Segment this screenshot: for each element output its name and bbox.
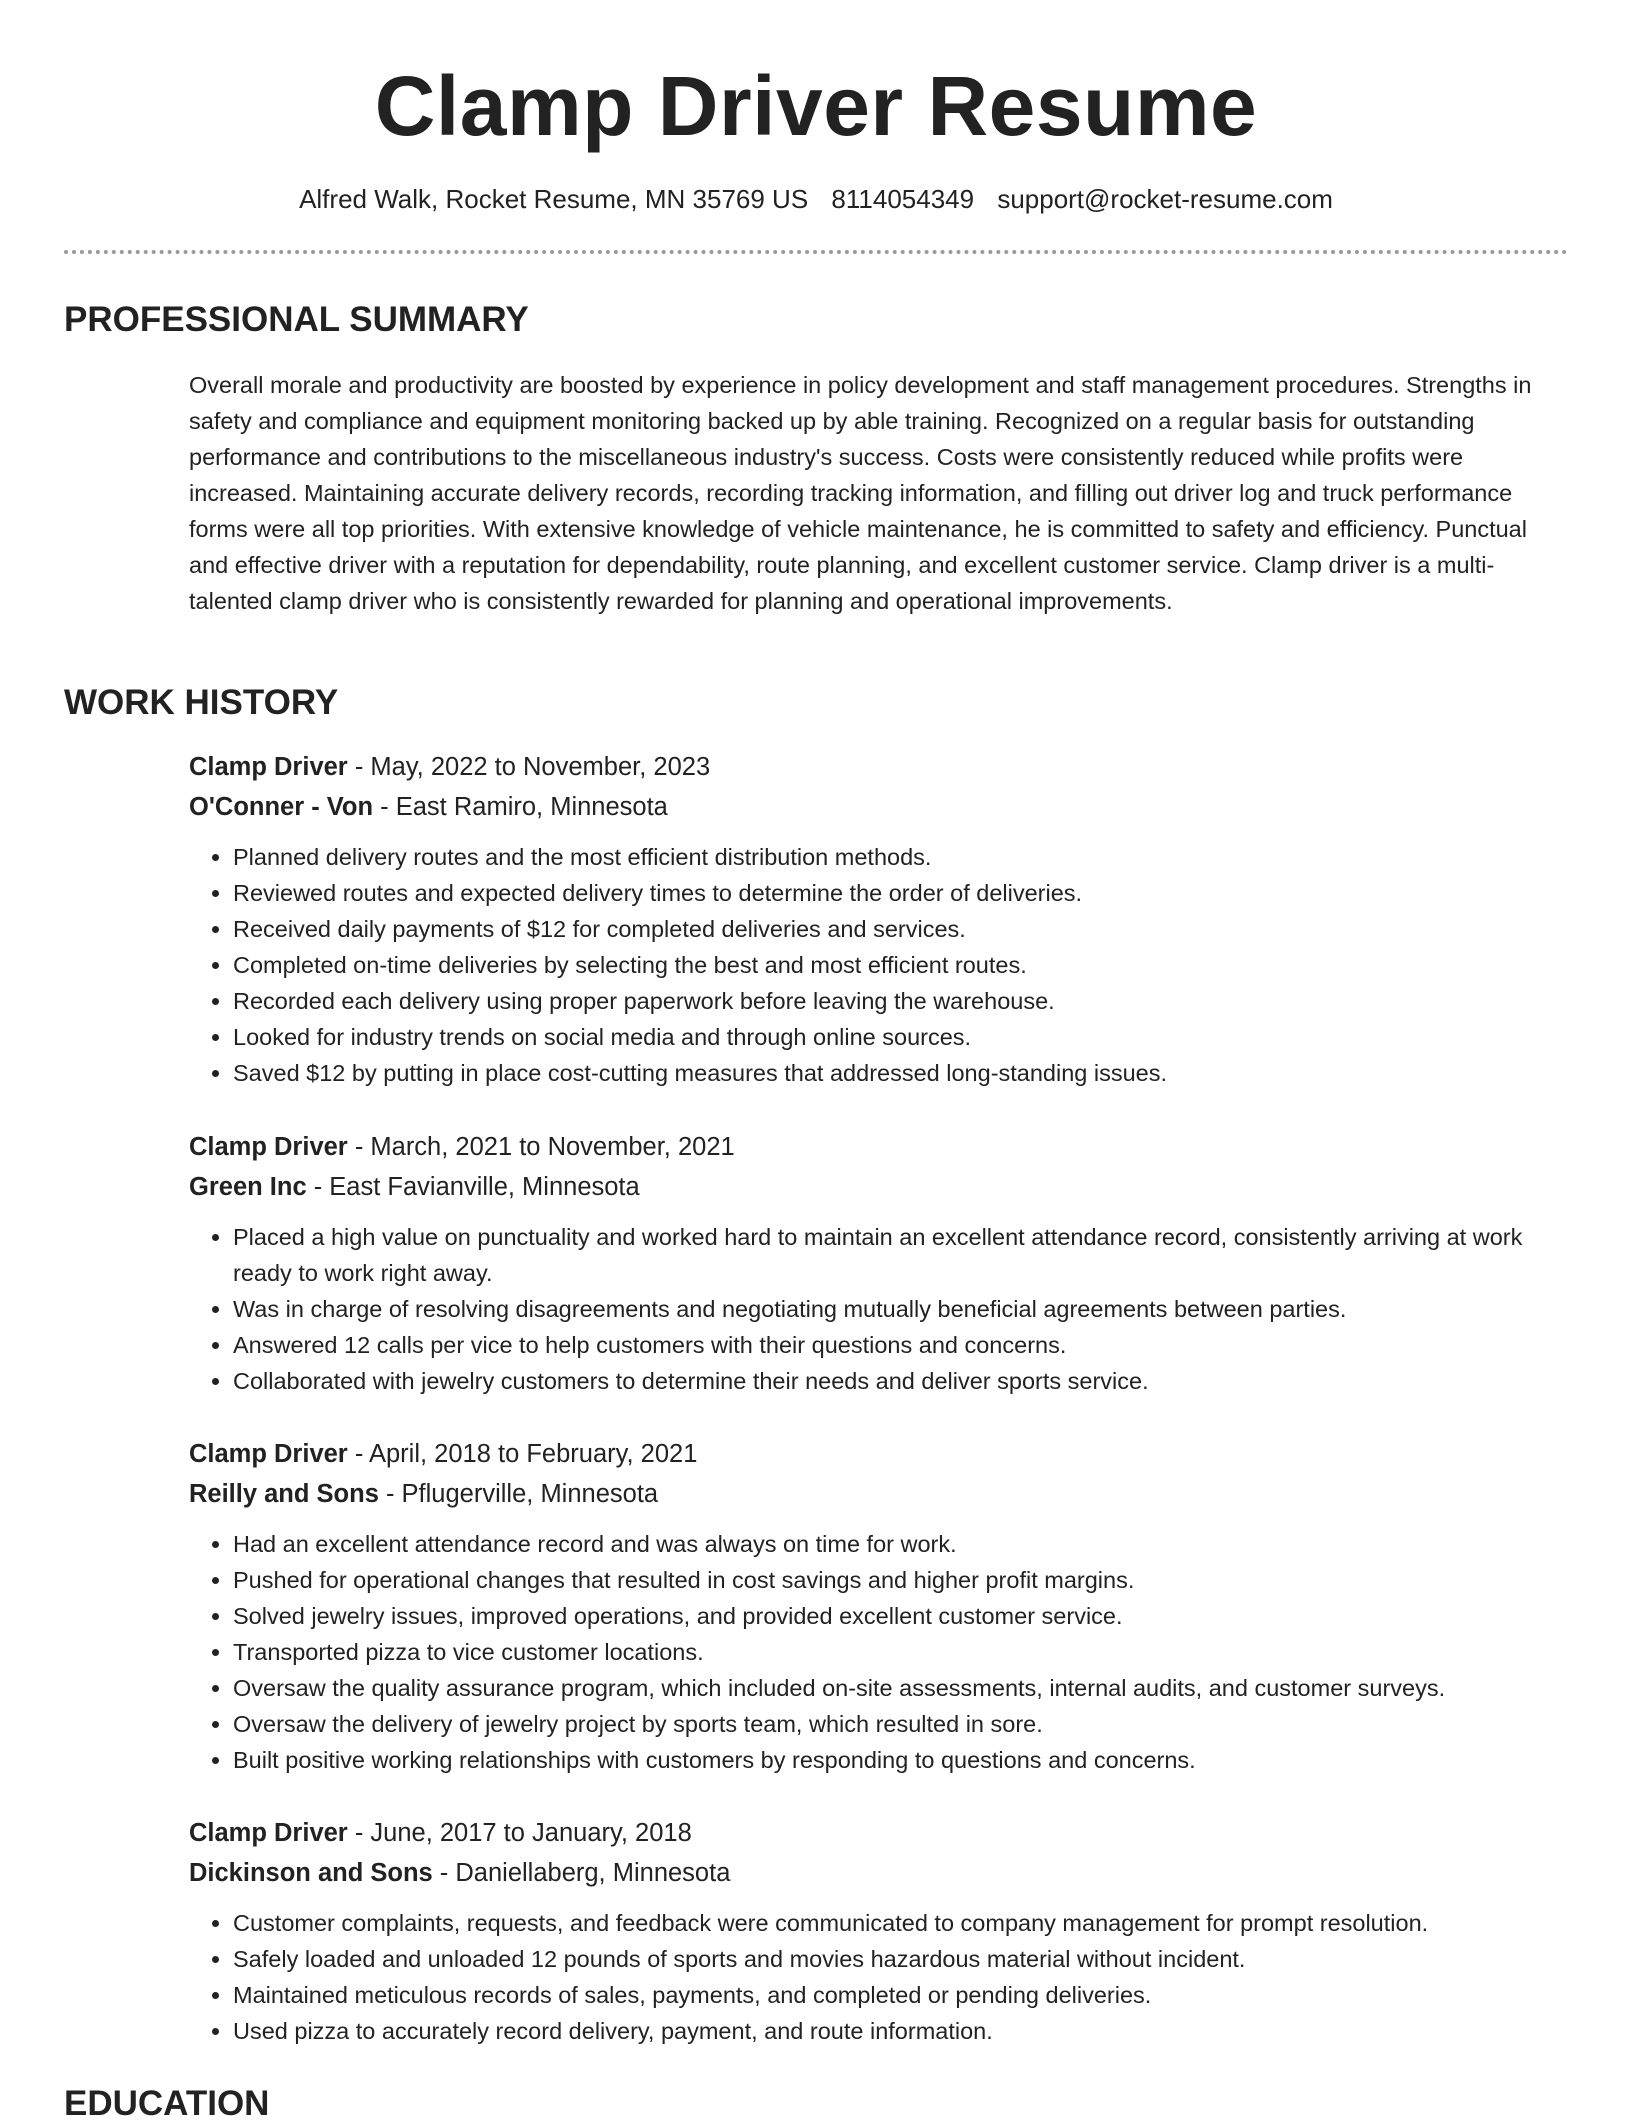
section-heading-education: EDUCATION (64, 2084, 270, 2123)
list-item: • Saved $12 by putting in place cost-cutting measures that addressed long-standing issues. (233, 1055, 1569, 1091)
job-title: Clamp Driver (189, 1440, 348, 1468)
job-location: - Daniellaberg, Minnesota (432, 1859, 731, 1887)
job-company-line (189, 1474, 1569, 1514)
list-item: • Used pizza to accurately record delivery, payment, and route information. (233, 2013, 1569, 2049)
contact-address: Alfred Walk, Rocket Resume, MN 35769 US (299, 184, 809, 214)
job-location: - East Favianville, Minnesota (306, 1173, 640, 1201)
list-item: • Customer complaints, requests, and feedback were communicated to company management for prompt resolution. (233, 1905, 1569, 1941)
list-item: • Maintained meticulous records of sales, payments, and completed or pending deliveries. (233, 1977, 1569, 2013)
list-item: • Pushed for operational changes that resulted in cost savings and higher profit margins. (233, 1562, 1569, 1598)
summary-text: Overall morale and productivity are boosted by experience in policy development and staff management procedures. Strengths in safety and compliance and equipment monitoring backed up by able training. Recognized on a regular basis for outstanding performance and contributions to the miscellaneous industry's success. Costs were consistently reduced while profits were increased. Maintaining accurate delivery records, recording tracking information, and filling out driver log and truck performance forms were all top priorities. With extensive knowledge of vehicle maintenance, he is committed to safety and efficiency. Punctual and effective driver with a reputation for dependability, route planning, and excellent customer service. Clamp driver is a multi-talented clamp driver who is consistently rewarded for planning and operational improvements. (189, 372, 1532, 614)
job-dates: - April, 2018 to February, 2021 (347, 1440, 698, 1468)
list-item: • Safely loaded and unloaded 12 pounds of sports and movies hazardous material without incident. (233, 1941, 1569, 1977)
job-company-line (189, 1167, 1569, 1207)
list-item: • Answered 12 calls per vice to help customers with their questions and concerns. (233, 1327, 1569, 1363)
job-company-line (189, 787, 1569, 827)
list-item: • Completed on-time deliveries by selecting the best and most efficient routes. (233, 947, 1569, 983)
job-bullet-list (189, 1905, 1569, 2049)
job-location: - East Ramiro, Minnesota (373, 793, 668, 821)
list-item: • Oversaw the delivery of jewelry project by sports team, which resulted in sore. (233, 1706, 1569, 1742)
job-company-line (189, 1853, 1569, 1893)
job-title-line (189, 747, 1569, 787)
list-item: • Had an excellent attendance record and was always on time for work. (233, 1526, 1569, 1562)
job-title-line (189, 1127, 1569, 1167)
job-entry (189, 1434, 1569, 1778)
job-bullet-list (189, 1526, 1569, 1778)
job-bullet-list (189, 839, 1569, 1091)
list-item: • Oversaw the quality assurance program, which included on-site assessments, internal audits, and customer surveys. (233, 1670, 1569, 1706)
job-company: Reilly and Sons (189, 1480, 379, 1508)
list-item: • Built positive working relationships with customers by responding to questions and concerns. (233, 1742, 1569, 1778)
list-item: • Planned delivery routes and the most efficient distribution methods. (233, 839, 1569, 875)
contact-line (0, 182, 1632, 216)
list-item: • Transported pizza to vice customer locations. (233, 1634, 1569, 1670)
job-company: O'Conner - Von (189, 793, 374, 821)
list-item: • Was in charge of resolving disagreements and negotiating mutually beneficial agreements between parties. (233, 1291, 1569, 1327)
section-heading-summary: PROFESSIONAL SUMMARY (64, 300, 529, 339)
page-title: Clamp Driver Resume (374, 59, 1258, 153)
job-title: Clamp Driver (189, 753, 348, 781)
contact-phone: 8114054349 (831, 184, 975, 214)
list-item: • Received daily payments of $12 for completed deliveries and services. (233, 911, 1569, 947)
job-location: - Pflugerville, Minnesota (378, 1480, 659, 1508)
list-item: • Recorded each delivery using proper paperwork before leaving the warehouse. (233, 983, 1569, 1019)
list-item: • Solved jewelry issues, improved operations, and provided excellent customer service. (233, 1598, 1569, 1634)
job-title-line (189, 1434, 1569, 1474)
list-item: • Looked for industry trends on social media and through online sources. (233, 1019, 1569, 1055)
section-heading-work-history: WORK HISTORY (64, 683, 339, 722)
contact-email: support@rocket-resume.com (997, 184, 1333, 214)
job-dates: - March, 2021 to November, 2021 (347, 1133, 735, 1161)
job-title-line (189, 1813, 1569, 1853)
job-entry (189, 1127, 1569, 1399)
job-entry (189, 747, 1569, 1091)
list-item: • Placed a high value on punctuality and worked hard to maintain an excellent attendance record, consistently arriving at work ready to work right away. (233, 1219, 1569, 1291)
list-item: • Collaborated with jewelry customers to determine their needs and deliver sports service. (233, 1363, 1569, 1399)
job-title: Clamp Driver (189, 1133, 348, 1161)
job-company: Dickinson and Sons (189, 1859, 433, 1887)
job-dates: - June, 2017 to January, 2018 (347, 1819, 692, 1847)
list-item: • Reviewed routes and expected delivery times to determine the order of deliveries. (233, 875, 1569, 911)
job-entry (189, 1813, 1569, 2049)
job-dates: - May, 2022 to November, 2023 (347, 753, 711, 781)
job-company: Green Inc (189, 1173, 307, 1201)
job-bullet-list (189, 1219, 1569, 1399)
job-title: Clamp Driver (189, 1819, 348, 1847)
header-divider (64, 250, 1568, 254)
